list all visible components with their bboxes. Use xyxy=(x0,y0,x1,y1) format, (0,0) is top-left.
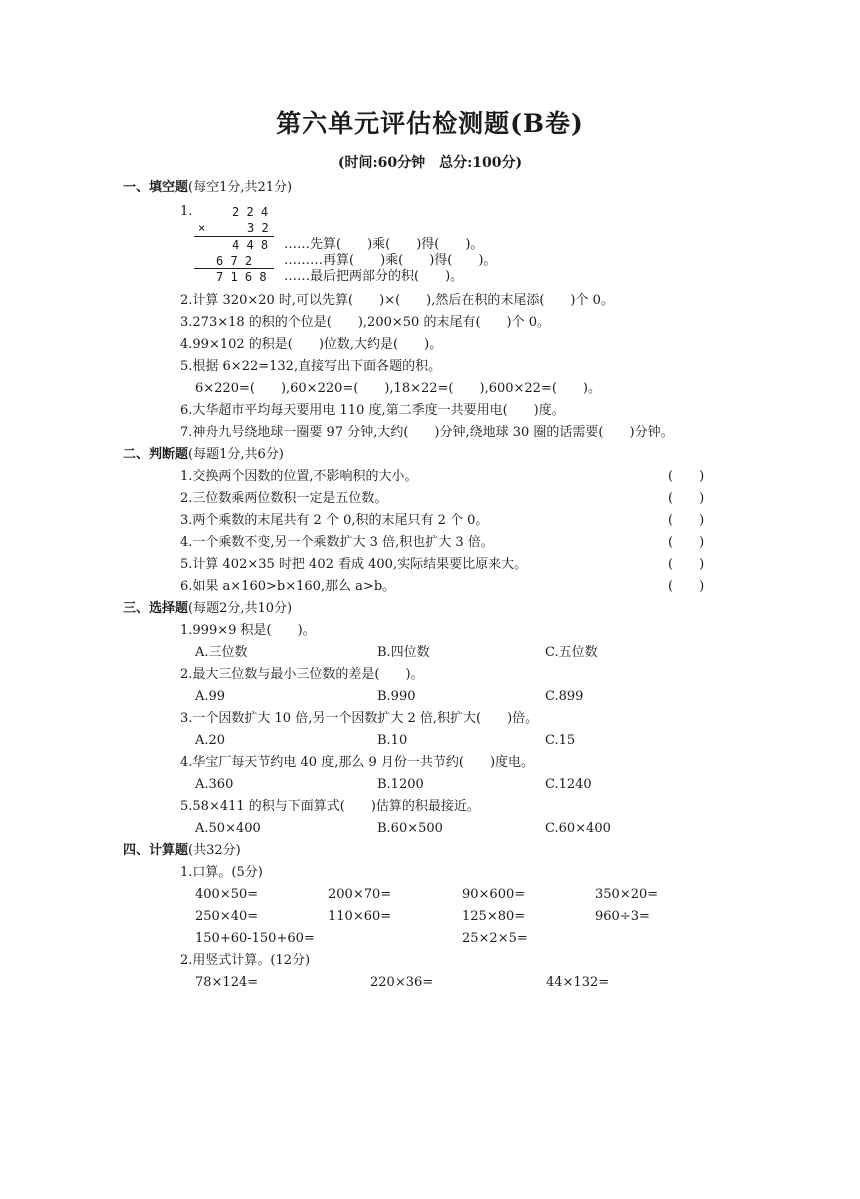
q1-multiplier: 3 2 xyxy=(247,221,269,235)
q1-partial-2: 6 7 2 xyxy=(216,254,253,268)
section3-title: 三、选择题 xyxy=(123,601,189,616)
page-subtitle: (时间:60分钟 总分:100分) xyxy=(337,155,523,171)
oral-calc-item: 125×80= xyxy=(462,909,526,924)
choice-option-b[interactable]: B.四位数 xyxy=(377,645,430,660)
section1-heading xyxy=(123,179,292,197)
choice-option-a[interactable]: A.99 xyxy=(195,689,226,704)
section2-note: (每题1分,共6分) xyxy=(188,447,284,462)
section2-heading xyxy=(123,446,284,464)
q1-times-sign: × xyxy=(198,221,206,235)
choice-option-c[interactable]: C.60×400 xyxy=(545,821,611,836)
choice-option-c[interactable]: C.899 xyxy=(545,689,584,704)
section3-note: (每题2分,共10分) xyxy=(188,601,293,616)
judge-item: 6.如果 a×160>b×160,那么 a>b。 xyxy=(180,579,396,594)
choice-option-a[interactable]: A.360 xyxy=(195,777,234,792)
oral-calc-item: 350×20= xyxy=(595,887,659,902)
choice-option-a[interactable]: A.20 xyxy=(195,733,226,748)
choice-option-c[interactable]: C.15 xyxy=(545,733,576,748)
judge-answer-box[interactable]: ( ) xyxy=(668,535,705,550)
judge-item: 4.一个乘数不变,另一个乘数扩大 3 倍,积也扩大 3 倍。 xyxy=(180,535,494,550)
choice-question: 4.华宝厂每天节约电 40 度,那么 9 月份一共节约( )度电。 xyxy=(180,755,535,770)
section2-title: 二、判断题 xyxy=(123,447,189,462)
s1-q5: 5.根据 6×22=132,直接写出下面各题的积。 xyxy=(180,359,442,374)
judge-item: 1.交换两个因数的位置,不影响积的大小。 xyxy=(180,469,418,484)
choice-question: 3.一个因数扩大 10 倍,另一个因数扩大 2 倍,积扩大( )倍。 xyxy=(180,711,539,726)
vertical-calc-item: 78×124= xyxy=(195,975,259,990)
choice-option-c[interactable]: C.1240 xyxy=(545,777,592,792)
choice-question: 2.最大三位数与最小三位数的差是( )。 xyxy=(180,667,424,682)
judge-item: 2.三位数乘两位数积一定是五位数。 xyxy=(180,491,388,506)
judge-item: 5.计算 402×35 时把 402 看成 400,实际结果要比原来大。 xyxy=(180,557,528,572)
oral-calc-item: 150+60-150+60= xyxy=(195,931,315,946)
q1-product: 7 1 6 8 xyxy=(216,270,267,284)
q1-number: 1. xyxy=(180,204,193,219)
oral-calc-item: 25×2×5= xyxy=(462,931,528,946)
q1-desc-3: ……最后把两部分的积( )。 xyxy=(284,269,464,284)
oral-calc-item: 200×70= xyxy=(328,887,392,902)
judge-answer-box[interactable]: ( ) xyxy=(668,469,705,484)
choice-question: 1.999×9 积是( )。 xyxy=(180,623,316,638)
choice-option-b[interactable]: B.10 xyxy=(377,733,408,748)
oral-calc-item: 400×50= xyxy=(195,887,259,902)
choice-option-c[interactable]: C.五位数 xyxy=(545,645,598,660)
section3-heading xyxy=(123,600,292,618)
choice-option-a[interactable]: A.三位数 xyxy=(195,645,248,660)
q1-multiplicand: 2 2 4 xyxy=(232,205,269,219)
vertical-calc-title: 2.用竖式计算。(12分) xyxy=(180,953,311,968)
oral-calc-item: 110×60= xyxy=(328,909,392,924)
s1-q6: 6.大华超市平均每天要用电 110 度,第二季度一共要用电( )度。 xyxy=(180,403,565,418)
judge-answer-box[interactable]: ( ) xyxy=(668,513,705,528)
judge-answer-box[interactable]: ( ) xyxy=(668,491,705,506)
vertical-calc-item: 44×132= xyxy=(546,975,610,990)
judge-item: 3.两个乘数的末尾共有 2 个 0,积的末尾只有 2 个 0。 xyxy=(180,513,489,528)
section4-title: 四、计算题 xyxy=(123,843,189,858)
oral-calc-item: 960÷3= xyxy=(595,909,650,924)
section1-note: (每空1分,共21分) xyxy=(188,180,293,195)
vertical-calc-item: 220×36= xyxy=(370,975,434,990)
oral-calc-item: 90×600= xyxy=(462,887,526,902)
s1-q7: 7.神舟九号绕地球一圈要 97 分钟,大约( )分钟,绕地球 30 圈的话需要( )分钟。 xyxy=(180,425,674,440)
choice-option-b[interactable]: B.1200 xyxy=(377,777,424,792)
s1-q4: 4.99×102 的积是( )位数,大约是( )。 xyxy=(180,337,443,352)
s1-q3: 3.273×18 的积的个位是( ),200×50 的末尾有( )个 0。 xyxy=(180,315,550,330)
section1-title: 一、填空题 xyxy=(123,180,189,195)
judge-answer-box[interactable]: ( ) xyxy=(668,579,705,594)
choice-option-b[interactable]: B.60×500 xyxy=(377,821,443,836)
section4-note: (共32分) xyxy=(188,843,241,858)
page-title: 第六单元评估检测题(B卷) xyxy=(276,109,584,138)
choice-option-a[interactable]: A.50×400 xyxy=(195,821,261,836)
choice-option-b[interactable]: B.990 xyxy=(377,689,416,704)
oral-calc-item: 250×40= xyxy=(195,909,259,924)
s1-q2: 2.计算 320×20 时,可以先算( )×( ),然后在积的末尾添( )个 0。 xyxy=(180,293,614,308)
judge-answer-box[interactable]: ( ) xyxy=(668,557,705,572)
s1-q5-sub: 6×220=( ),60×220=( ),18×22=( ),600×22=( )。 xyxy=(195,381,601,396)
section4-heading xyxy=(123,842,241,860)
q1-desc-1: ……先算( )乘( )得( )。 xyxy=(284,237,484,252)
choice-question: 5.58×411 的积与下面算式( )估算的积最接近。 xyxy=(180,799,480,814)
q1-partial-1: 4 4 8 xyxy=(232,238,269,252)
q1-desc-2: ………再算( )乘( )得( )。 xyxy=(284,253,497,268)
oral-calc-title: 1.口算。(5分) xyxy=(180,865,263,880)
